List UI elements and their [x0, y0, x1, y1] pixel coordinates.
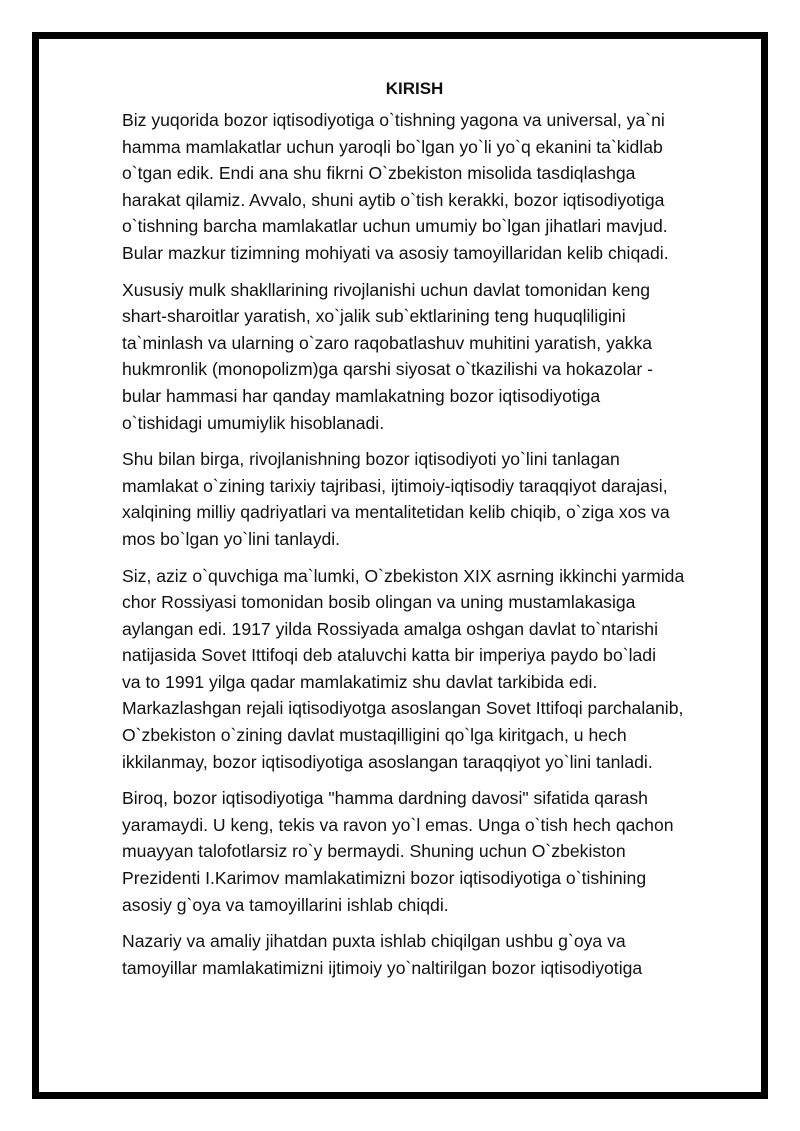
- paragraph-line: Bular mazkur tizimning mohiyati va asosiy tamoyillaridan kelib chiqadi.: [122, 242, 669, 263]
- paragraph-line: harakat qilamiz. Avvalo, shuni aytib o`tish kerakki, bozor iqtisodiyotiga: [122, 189, 665, 210]
- paragraph-line: Biz yuqorida bozor iqtisodiyotiga o`tishning yagona va universal, ya`ni: [122, 110, 665, 130]
- paragraph-line: muayyan talofotlarsiz ro`y bermaydi. Shuning uchun O`zbekiston: [122, 841, 626, 862]
- paragraph-line: Xususiy mulk shakllarining rivojlanishi uchun davlat tomonidan keng: [122, 279, 651, 300]
- paragraph-line: Markazlashgan rejali iqtisodiyotga asoslangan Sovet Ittifoqi parchalanib,: [122, 698, 684, 719]
- paragraph-line: O`zbekiston o`zining davlat mustaqilligini qo`lga kiritgach, u hech: [122, 725, 627, 746]
- paragraph-line: o`tgan edik. Endi ana shu fikrni O`zbekiston misolida tasdiqlashga: [122, 163, 636, 184]
- paragraph-line: shart-sharoitlar yaratish, xo`jalik sub`ektlarining teng huquqliligini: [122, 306, 626, 327]
- paragraph-line: asosiy g`oya va tamoyillarini ishlab chiqdi.: [122, 894, 449, 915]
- paragraph-line: hamma mamlakatlar uchun yaroqli bo`lgan yo`li yo`q ekanini ta`kidlab: [122, 136, 663, 157]
- paragraph-line: ta`minlash va ularning o`zaro raqobatlashuv muhitini yaratish, yakka: [122, 332, 653, 353]
- paragraph-line: Biroq, bozor iqtisodiyotiga "hamma dardning davosi" sifatida qarash: [122, 788, 648, 809]
- paragraph-line: aylangan edi. 1917 yilda Rossiyada amalga oshgan davlat to`ntarishi: [122, 618, 658, 639]
- paragraph-line: ikkilanmay, bozor iqtisodiyotiga asoslangan taraqqiyot yo`lini tanladi.: [122, 751, 653, 772]
- paragraph-line: va to 1991 yilga qadar mamlakatimiz shu davlat tarkibida edi.: [122, 671, 598, 692]
- paragraph-line: yaramaydi. U keng, tekis va ravon yo`l emas. Unga o`tish hech qachon: [122, 814, 674, 835]
- paragraph: [122, 563, 707, 776]
- paragraph-line: o`tishning barcha mamlakatlar uchun umumiy bo`lgan jihatlari mavjud.: [122, 216, 668, 237]
- page-frame: [32, 32, 768, 1099]
- paragraph-line: Siz, aziz o`quvchiga ma`lumki, O`zbekiston XIX asrning ikkinchi yarmida: [122, 565, 685, 586]
- paragraph-line: chor Rossiyasi tomonidan bosib olingan va uning mustamlakasiga: [122, 592, 636, 613]
- paragraph: [122, 107, 707, 267]
- paragraph-line: o`tishidagi umumiylik hisoblanadi.: [122, 412, 385, 433]
- paragraph-line: Prezidenti I.Karimov mamlakatimizni bozor iqtisodiyotiga o`tishining: [122, 868, 647, 889]
- paragraph-line: bular hammasi har qanday mamlakatning bozor iqtisodiyotiga: [122, 385, 601, 406]
- paragraph-line: natijasida Sovet Ittifoqi deb ataluvchi katta bir imperiya paydo bo`ladi: [122, 645, 656, 666]
- paragraph-line: Shu bilan birga, rivojlanishning bozor iqtisodiyoti yo`lini tanlagan: [122, 449, 620, 470]
- paragraph: [122, 277, 707, 437]
- document-title: KIRISH: [385, 79, 444, 98]
- paragraph-line: xalqining milliy qadriyatlari va mentalitetidan kelib chiqib, o`ziga xos va: [122, 502, 670, 523]
- paragraph: [122, 785, 707, 918]
- paragraph-line: mamlakat o`zining tarixiy tajribasi, ijtimoiy-iqtisodiy taraqqiyot darajasi,: [122, 475, 668, 496]
- paragraph: [122, 446, 707, 552]
- paragraph-line: Nazariy va amaliy jihatdan puxta ishlab chiqilgan ushbu g`oya va: [122, 931, 626, 952]
- paragraph-line: tamoyillar mamlakatimizni ijtimoiy yo`naltirilgan bozor iqtisodiyotiga: [122, 957, 643, 978]
- paragraph: [122, 928, 707, 981]
- paragraph-line: mos bo`lgan yo`lini tanlaydi.: [122, 528, 341, 549]
- paragraph-line: hukmronlik (monopolizm)ga qarshi siyosat o`tkazilishi va hokazolar -: [122, 359, 653, 380]
- document-body: [122, 79, 707, 991]
- paragraph-list: [122, 107, 707, 981]
